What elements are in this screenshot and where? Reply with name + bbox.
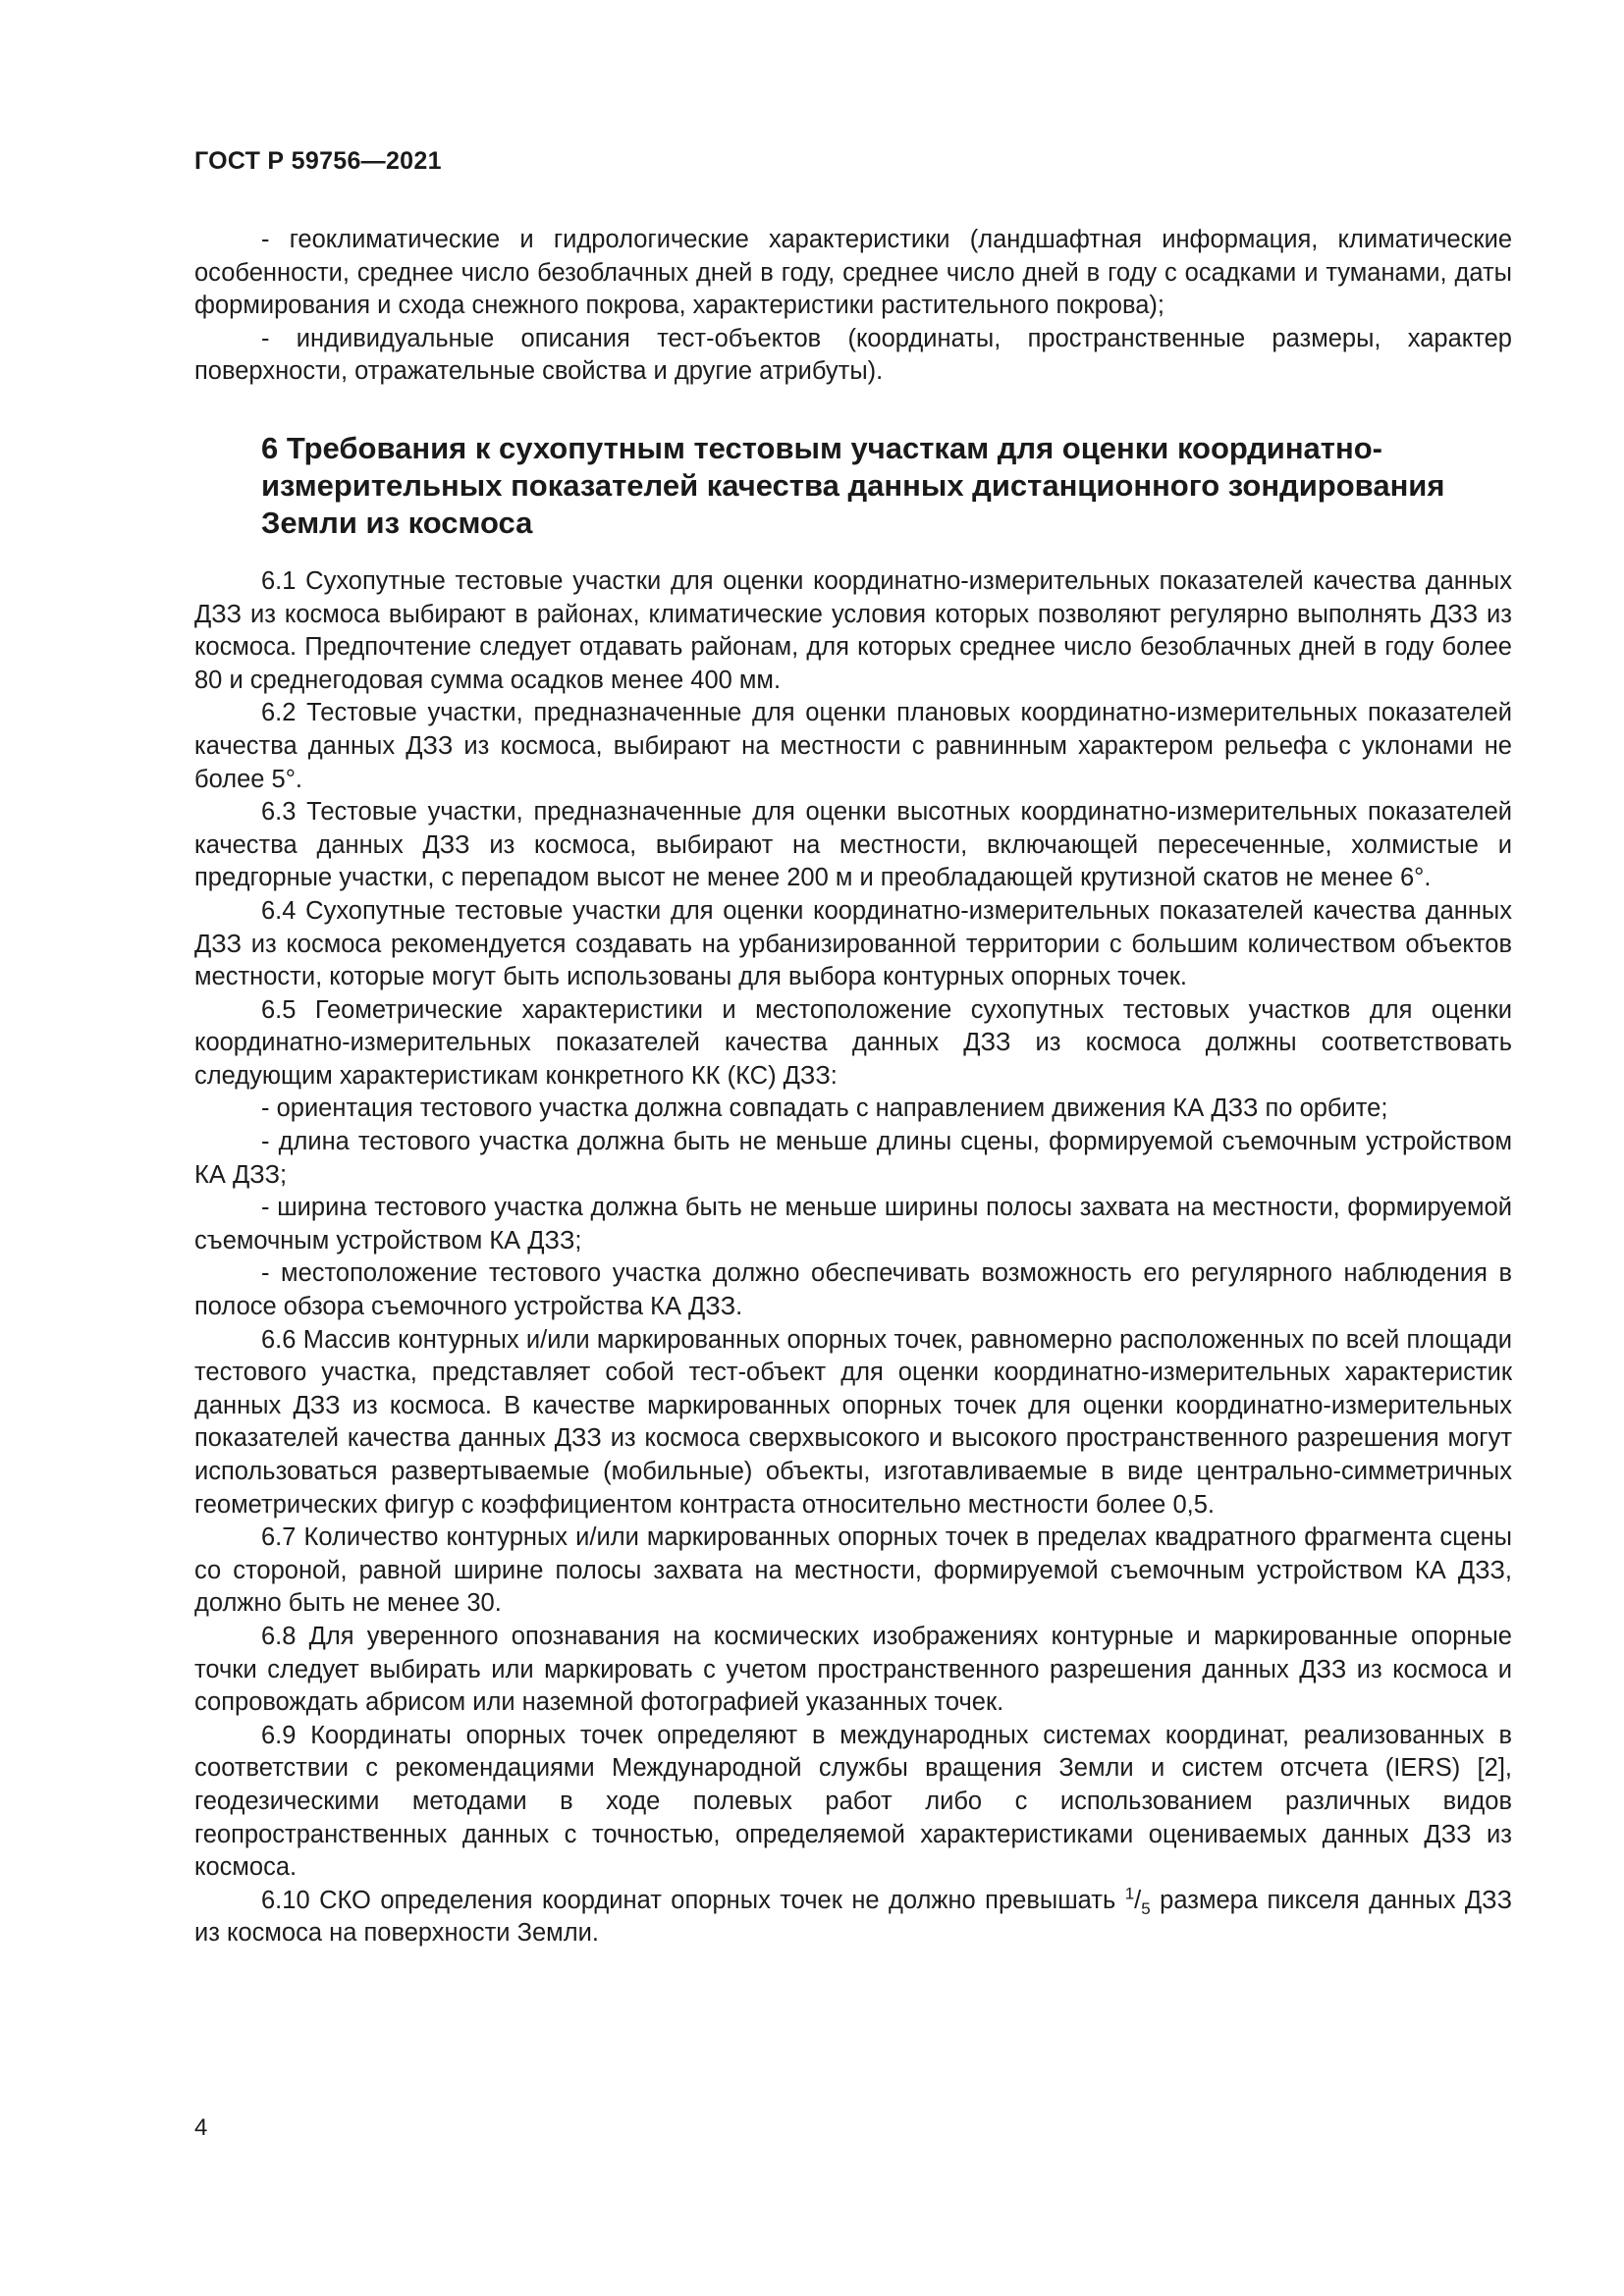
paragraph-6-10-text-after: размера пикселя данных ДЗЗ из космоса на поверхности Земли. xyxy=(194,1886,1512,1948)
paragraph-6-8: 6.8 Для уверенного опознавания на космических изображениях контурные и маркированные опорные точки следует выбирать или маркировать с учетом пространственного разрешения данных ДЗЗ из космоса и сопровождать абрисом или наземной фотографией указанных точек. xyxy=(194,1622,1512,1717)
paragraph-6-5-item-3: - ширина тестового участка должна быть не меньше ширины полосы захвата на местности, формируемой съемочным устройством КА ДЗЗ; xyxy=(194,1194,1512,1255)
paragraph-6-5: 6.5 Геометрические характеристики и местоположение сухопутных тестовых участков для оценки координатно-измерительных показателей качества данных ДЗЗ из космоса должны соответствовать следующим характеристикам конкретного КК (КС) ДЗЗ: xyxy=(194,995,1512,1090)
paragraph-6-3: 6.3 Тестовые участки, предназначенные для оценки высотных координатно-измерительных показателей качества данных ДЗЗ из космоса, выбирают на местности, включающей пересеченные, холмистые и предгорные участки, с перепадом высот не менее 200 м и преобладающей крутизной скатов не менее 6°. xyxy=(194,798,1512,892)
paragraph-6-4: 6.4 Сухопутные тестовые участки для оценки координатно-измерительных показателей качества данных ДЗЗ из космоса рекомендуется создавать на урбанизированной территории с большим количеством объектов местности, которые могут быть использованы для выбора контурных опорных точек. xyxy=(194,896,1512,991)
fraction-numerator: 1 xyxy=(1124,1884,1135,1903)
paragraph-6-5-item-2: - длина тестового участка должна быть не меньше длины сцены, формируемой съемочным устройством КА ДЗЗ; xyxy=(194,1128,1512,1189)
paragraph-6-7: 6.7 Количество контурных и/или маркированных опорных точек в пределах квадратного фрагмента сцены со стороной, равной ширине полосы захвата на местности, формируемой съемочным устройством КА ДЗЗ, должно быть не менее 30. xyxy=(194,1523,1512,1618)
paragraph-6-9: 6.9 Координаты опорных точек определяют в международных системах координат, реализованных в соответствии с рекомендациями Международной службы вращения Земли и систем отсчета (IERS) [2], геодезическими методами в ходе полевых работ либо с использованием различных видов геопространственных данных с точностью, определяемой характеристиками оцениваемых данных ДЗЗ из космоса. xyxy=(194,1721,1512,1882)
fraction-denominator: 5 xyxy=(1141,1898,1151,1918)
document-code-header: ГОСТ Р 59756—2021 xyxy=(194,147,442,175)
fraction-one-fifth: $^1/_5$ xyxy=(1124,1884,1151,1918)
paragraph-6-5-item-1: - ориентация тестового участка должна совпадать с направлением движения КА ДЗЗ по орбите; xyxy=(261,1095,1388,1123)
section-6-title: 6 Требования к сухопутным тестовым участкам для оценки координатно-измерительных показателей качества данных дистанционного зондирования Земли из космоса xyxy=(261,430,1445,540)
page-content xyxy=(194,224,1512,1950)
paragraph-6-10 xyxy=(194,1885,1512,1950)
intro-list-item-1: - геоклиматические и гидрологические характеристики (ландшафтная информация, климатические особенности, среднее число безоблачных дней в году, среднее число дней в году с осадками и туманами, даты формирования и схода снежного покрова, характеристики растительного покрова); xyxy=(194,226,1512,320)
paragraph-6-1: 6.1 Сухопутные тестовые участки для оценки координатно-измерительных показателей качества данных ДЗЗ из космоса выбирают в районах, климатические условия которых позволяют регулярно выполнять ДЗЗ из космоса. Предпочтение следует отдавать районам, для которых среднее число безоблачных дней в году более 80 и среднегодовая сумма осадков менее 400 мм. xyxy=(194,566,1512,694)
paragraph-6-2: 6.2 Тестовые участки, предназначенные для оценки плановых координатно-измерительных показателей качества данных ДЗЗ из космоса, выбирают на местности с равнинным характером рельефа с уклонами не более 5°. xyxy=(194,699,1512,793)
intro-list-item-2: - индивидуальные описания тест-объектов (координаты, пространственные размеры, характер поверхности, отражательные свойства и другие атрибуты). xyxy=(194,324,1512,386)
paragraph-6-10-text-before: 6.10 СКО определения координат опорных точек не должно превышать xyxy=(261,1886,1125,1914)
page-number: 4 xyxy=(194,2114,208,2141)
paragraph-6-5-item-4: - местоположение тестового участка должно обеспечивать возможность его регулярного наблюдения в полосе обзора съемочного устройства КА ДЗЗ. xyxy=(194,1259,1512,1321)
paragraph-6-6: 6.6 Массив контурных и/или маркированных опорных точек, равномерно расположенных по всей площади тестового участка, представляет собой тест-объект для оценки координатно-измерительных характеристик данных ДЗЗ из космоса. В качестве маркированных опорных точек для оценки координатно-измерительных показателей качества данных ДЗЗ из космоса сверхвысокого и высокого пространственного разрешения могут использоваться развертываемые (мобильные) объекты, изготавливаемые в виде центрально-симметричных геометрических фигур с коэффициентом контраста относительно местности более 0,5. xyxy=(194,1325,1512,1519)
